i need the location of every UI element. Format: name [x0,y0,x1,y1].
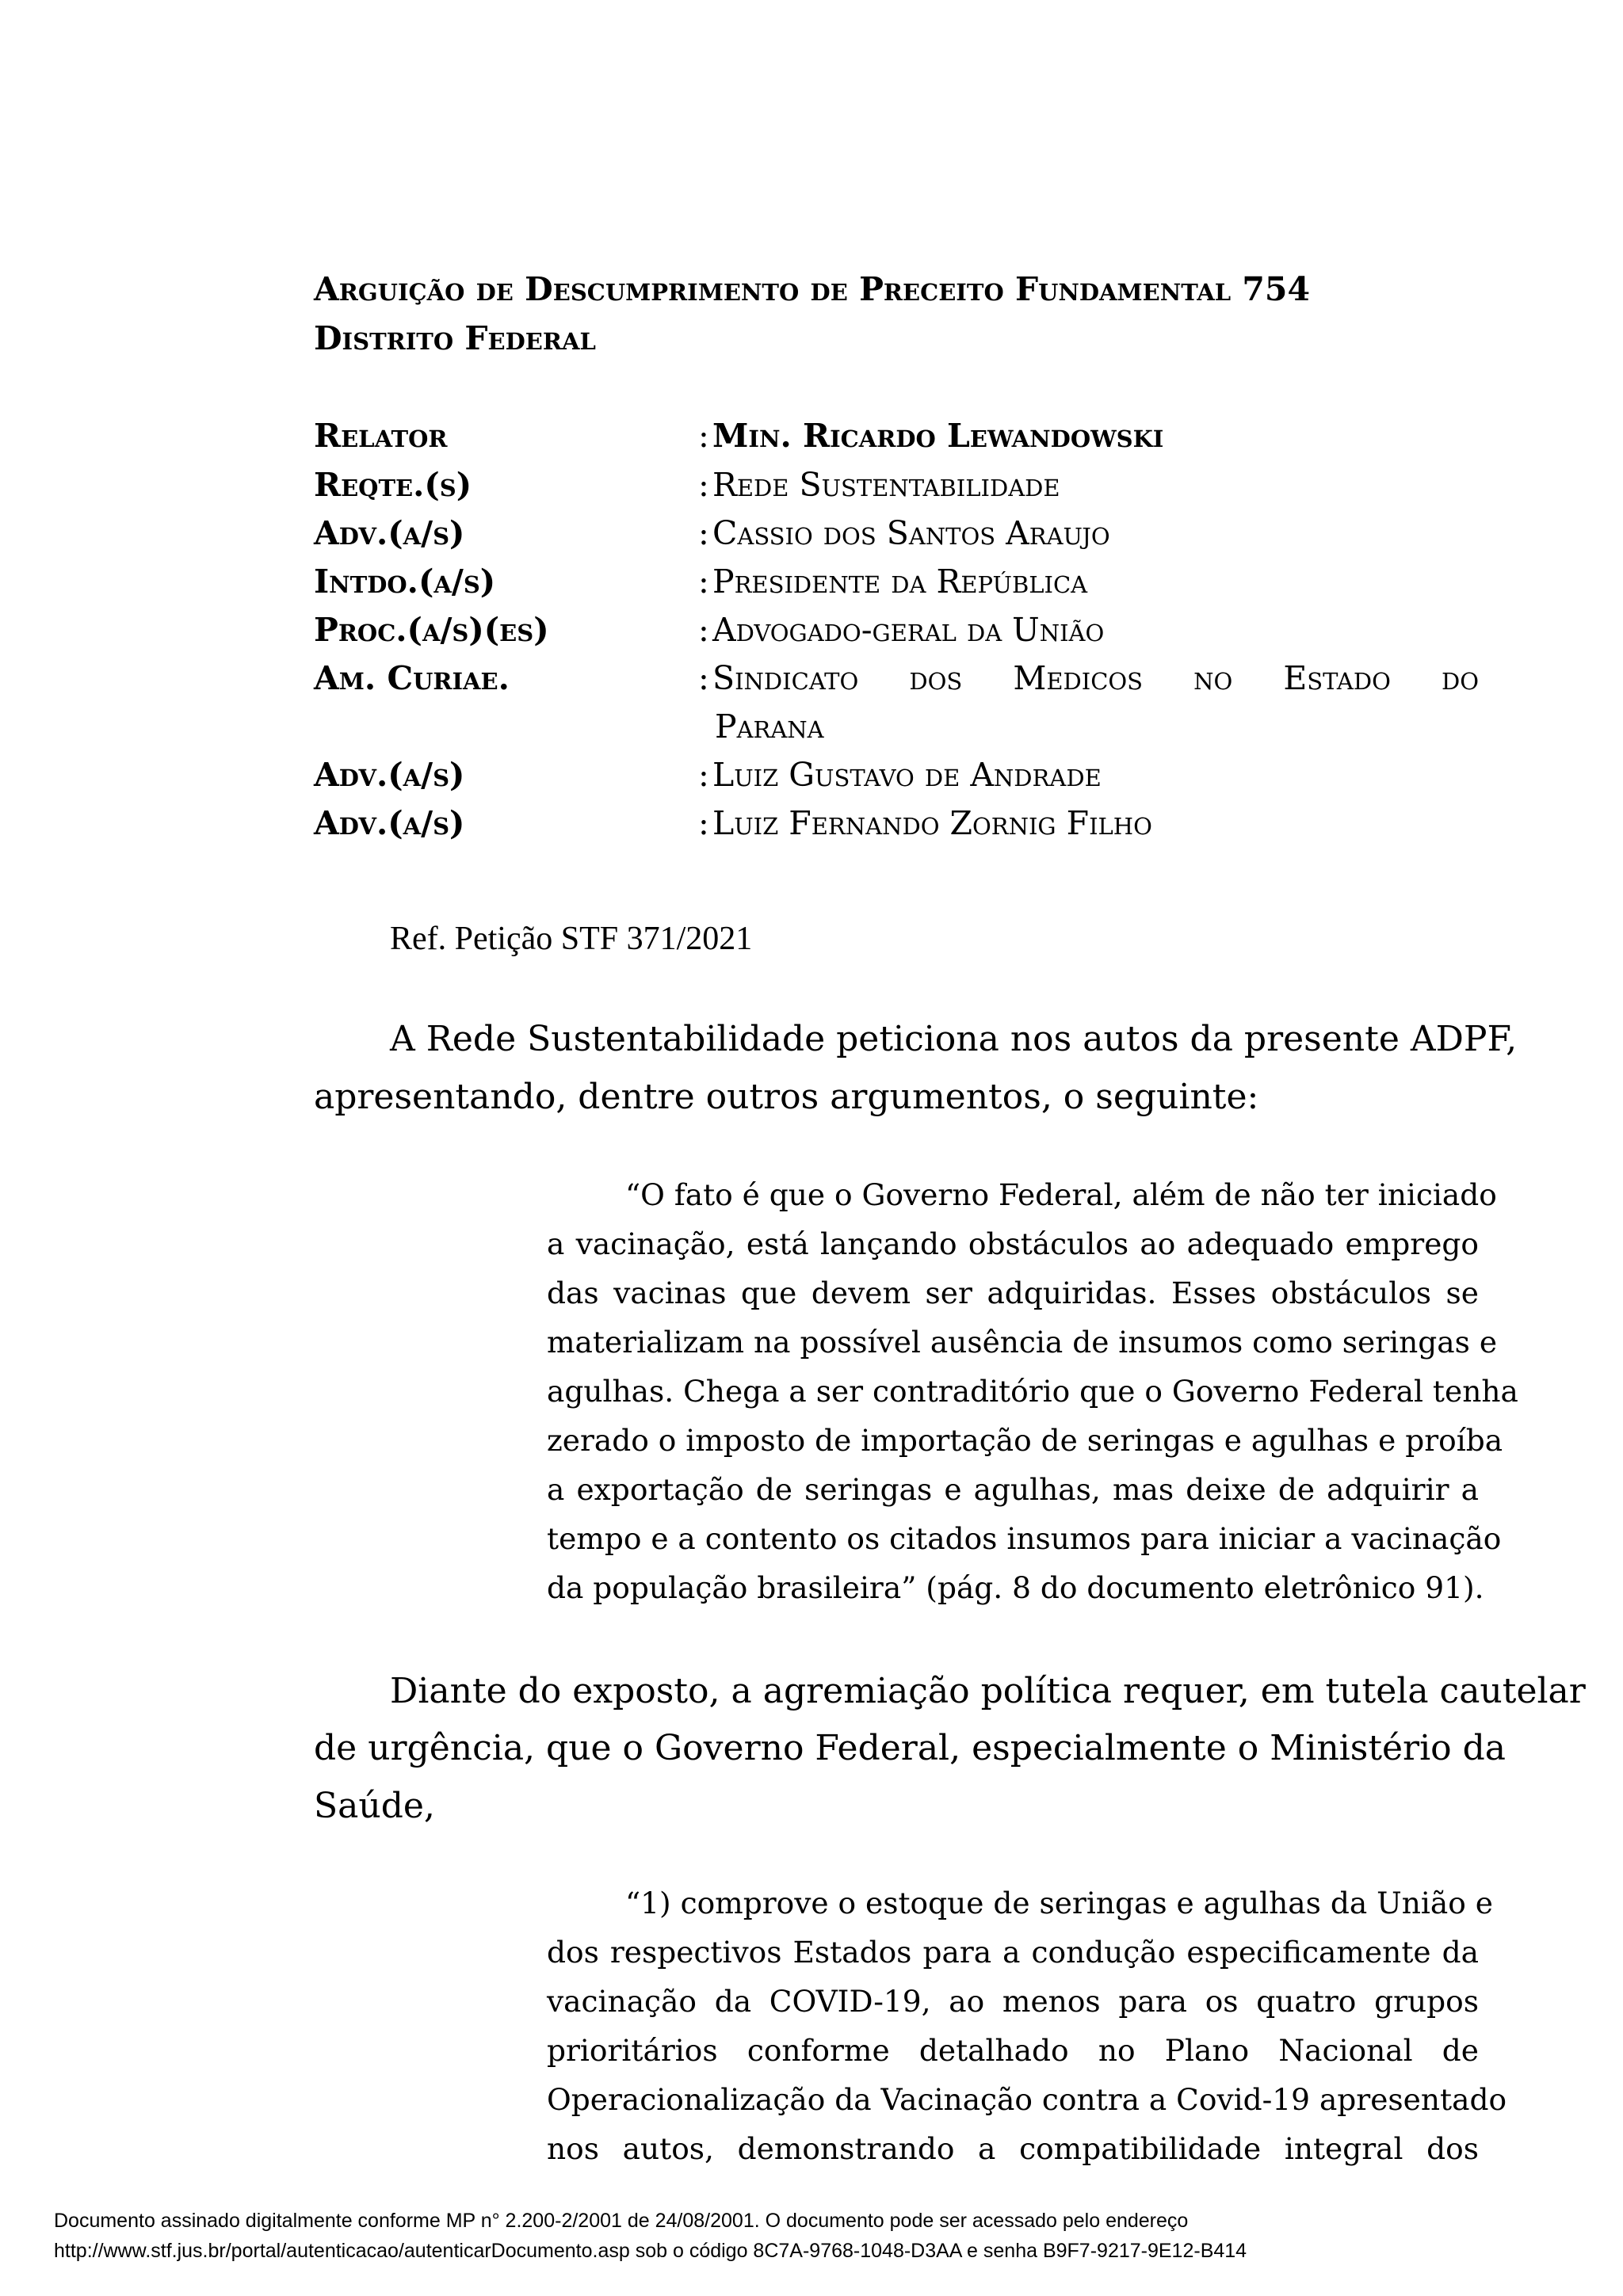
signature-notice: Documento assinado digitalmente conforme MP n° 2.200-2/2001 de 24/08/2001. O documento pode ser acessado pelo endereço [54,2210,1189,2232]
party-name: Advogado-geral da União [712,611,1105,649]
quote-line: tempo e a contento os citados insumos para iniciar a vacinação [547,1521,1502,1556]
quote-line: nos autos, demonstrando a compatibilidade integral dos [547,2131,1479,2166]
body-line: apresentando, dentre outros argumentos, o seguinte: [314,1077,1259,1117]
party-name: Min. Ricardo Lewandowski [712,417,1164,455]
body-line: Diante do exposto, a agremiação política requer, em tutela cautelar [390,1671,1586,1711]
quote-line: das vacinas que devem ser adquiridas. Esses obstáculos se [547,1276,1479,1310]
party-role: Reqte.(s) [314,466,472,504]
party-name: Luiz Fernando Zornig Filho [712,804,1152,842]
quote-line: prioritários conforme detalhado no Plano Nacional de [547,2033,1479,2068]
petition-reference: Ref. Petição STF 371/2021 [390,921,753,957]
quote-line: materializam na possível ausência de insumos como seringas e [547,1325,1498,1360]
party-role: Adv.(a/s) [314,514,465,552]
document-title: Arguição de Descumprimento de Preceito Fundamental 754 [314,270,1310,308]
party-colon: : [698,514,709,552]
party-role: Relator [314,417,448,455]
party-colon: : [698,611,709,649]
quote-line: Operacionalização da Vacinação contra a Covid-19 apresentado [547,2082,1507,2117]
quote-line: a exportação de seringas e agulhas, mas deixe de adquirir a [547,1472,1479,1507]
quote-line: dos respectivos Estados para a condução especificamente da [547,1935,1479,1970]
body-line: Saúde, [314,1786,435,1826]
quote-line: a vacinação, está lançando obstáculos ao adequado emprego [547,1226,1479,1261]
quote-line: “1) comprove o estoque de seringas e agulhas da União e [625,1886,1493,1920]
quote-line: vacinação da COVID-19, ao menos para os quatro grupos [547,1984,1479,2019]
quote-line: zerado o imposto de importação de seringas e agulhas e proíba [547,1423,1503,1458]
party-role: Proc.(a/s)(es) [314,611,549,649]
party-colon: : [698,563,709,601]
party-role: Intdo.(a/s) [314,563,496,601]
party-colon: : [698,756,709,794]
party-colon: : [698,659,709,697]
party-name: Presidente da República [712,563,1088,601]
party-role: Adv.(a/s) [314,756,465,794]
party-colon: : [698,417,709,455]
party-role: Adv.(a/s) [314,804,465,842]
quote-line: da população brasileira” (pág. 8 do documento eletrônico 91). [547,1570,1484,1605]
party-role: Am. Curiae. [314,659,510,697]
party-name: Sindicato dos Medicos no Estado do [712,659,1479,697]
document-jurisdiction: Distrito Federal [314,319,596,357]
quote-line: agulhas. Chega a ser contraditório que o Governo Federal tenha [547,1374,1518,1409]
party-name: Luiz Gustavo de Andrade [712,756,1102,794]
party-name-continuation: Parana [715,707,824,746]
authentication-link: http://www.stf.jus.br/portal/autenticacao/autenticarDocumento.asp sob o código 8C7A-9768-1048-D3AA e senha B9F7-9217-9E12-B414 [54,2240,1247,2262]
party-colon: : [698,466,709,504]
party-name: Rede Sustentabilidade [712,466,1060,504]
quote-line: “O fato é que o Governo Federal, além de não ter iniciado [625,1177,1497,1212]
body-line: de urgência, que o Governo Federal, especialmente o Ministério da [314,1728,1507,1768]
party-colon: : [698,804,709,842]
party-name: Cassio dos Santos Araujo [712,514,1110,552]
body-line: A Rede Sustentabilidade peticiona nos autos da presente ADPF, [390,1019,1518,1059]
